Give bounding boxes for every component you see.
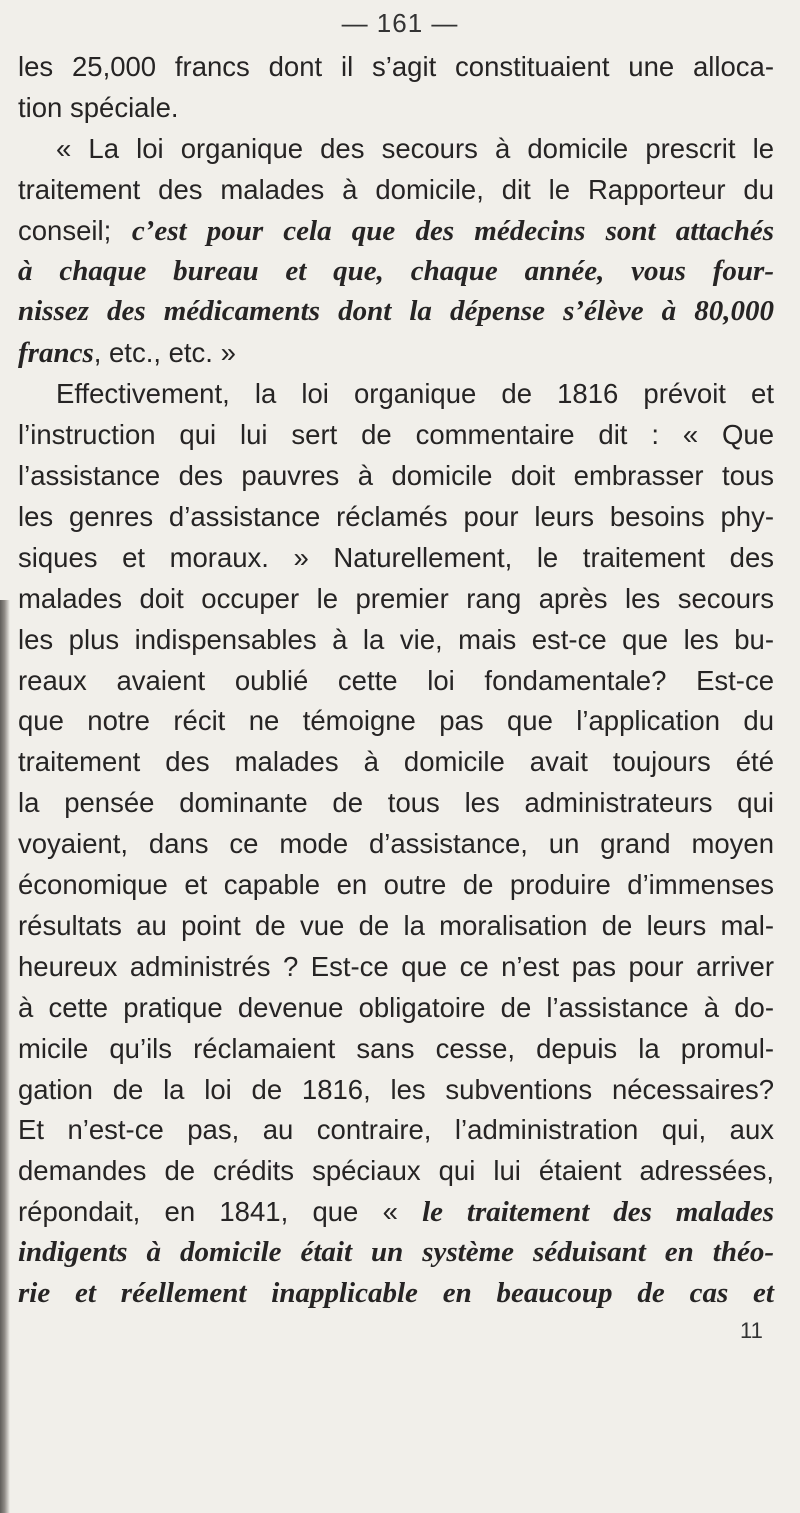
text-line: reaux avaient oublié cette loi fondamentale? Est-ce — [18, 664, 774, 696]
text-line: rie et réellement inapplicable en beaucoup de cas et — [18, 1277, 774, 1309]
text-line: l’instruction qui lui sert de commentaire dit : « Que — [18, 419, 774, 451]
page-number: — 161 — — [341, 8, 459, 38]
text-line: micile qu’ils réclamaient sans cesse, depuis la promul- — [18, 1032, 774, 1064]
text-line: à chaque bureau et que, chaque année, vous four- — [18, 254, 774, 287]
text-line: traitement des malades à domicile, dit le Rapporteur du — [18, 173, 774, 205]
text-line — [18, 332, 774, 373]
text-segment: répondait, en 1841, que « — [18, 1196, 423, 1228]
text-line: les 25,000 francs dont il s’agit constituaient une alloca- — [18, 51, 774, 82]
text-line: demandes de crédits spéciaux qui lui étaient adressées, — [18, 1155, 774, 1187]
signature-mark: 11 — [740, 1318, 763, 1343]
text-segment: , etc., etc. » — [93, 337, 236, 369]
text-line: à cette pratique devenue obligatoire de l’assistance à do- — [18, 991, 774, 1023]
text-line: la pensée dominante de tous les administrateurs qui — [18, 787, 774, 819]
text-line: traitement des malades à domicile avait toujours été — [18, 746, 774, 778]
text-line: Effectivement, la loi organique de 1816 prévoit et — [56, 378, 774, 410]
text-line: les genres d’assistance réclamés pour leurs besoins phy- — [18, 500, 774, 532]
text-line: « La loi organique des secours à domicile prescrit le — [56, 132, 774, 164]
italic-segment: c’est pour cela que des médecins sont attachés — [131, 214, 774, 247]
text-segment: conseil; — [18, 214, 132, 246]
italic-segment: francs — [18, 337, 94, 370]
text-line: résultats au point de vue de la moralisation de leurs mal- — [18, 909, 774, 941]
text-line — [18, 210, 774, 251]
text-line: l’assistance des pauvres à domicile doit embrasser tous — [18, 460, 774, 491]
italic-segment: le traitement des malades — [422, 1196, 774, 1229]
text-line: que notre récit ne témoigne pas que l’application du — [18, 705, 774, 737]
text-line: Et n’est-ce pas, au contraire, l’administration qui, aux — [18, 1114, 774, 1146]
text-line: indigents à domicile était un système séduisant en théo- — [18, 1236, 774, 1269]
text-line: heureux administrés ? Est-ce que ce n’est pas pour arriver — [18, 950, 774, 982]
page-gutter-shadow — [0, 600, 10, 1513]
text-line: gation de la loi de 1816, les subventions nécessaires? — [18, 1073, 774, 1105]
text-line: siques et moraux. » Naturellement, le traitement des — [18, 541, 774, 573]
text-line: tion spéciale. — [18, 91, 179, 123]
text-line — [18, 1191, 774, 1232]
text-line: malades doit occuper le premier rang après les secours — [18, 582, 774, 614]
text-line: les plus indispensables à la vie, mais est-ce que les bu- — [18, 623, 774, 655]
text-line: économique et capable en outre de produire d’immenses — [18, 869, 774, 900]
text-line: voyaient, dans ce mode d’assistance, un grand moyen — [18, 828, 774, 860]
text-line: nissez des médicaments dont la dépense s’élève à 80,000 — [18, 295, 774, 328]
